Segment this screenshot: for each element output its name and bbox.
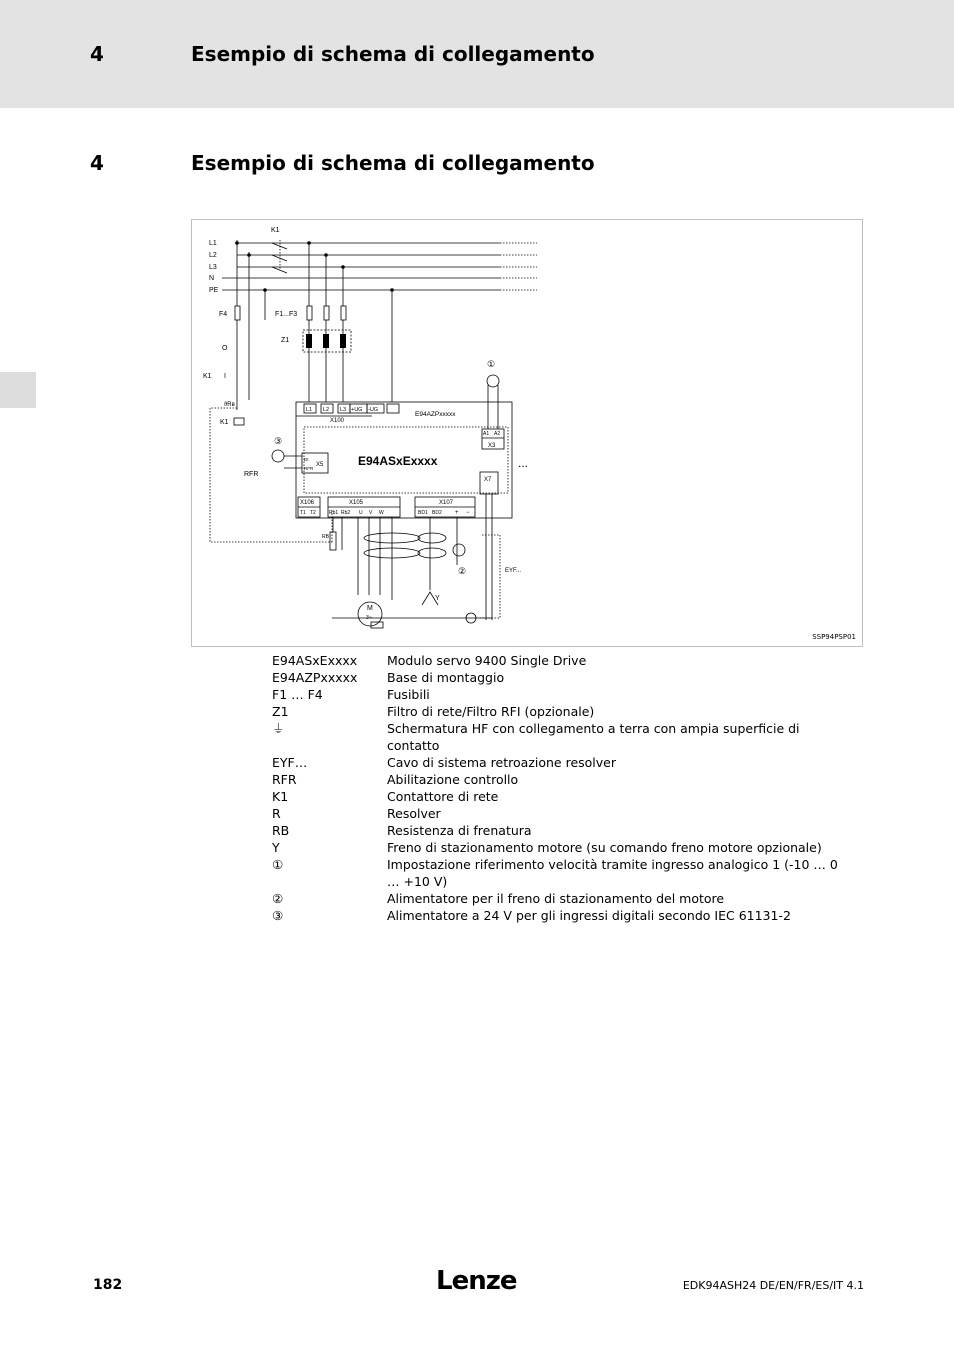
label-l1: L1 xyxy=(209,240,217,247)
legend-row xyxy=(272,754,842,771)
label-k1-a: K1 xyxy=(203,373,212,380)
terminal-a1: A1 xyxy=(483,431,490,437)
terminal-l3: L3 xyxy=(340,407,347,413)
chapter-side-tab xyxy=(0,372,36,408)
section-title: Esempio di schema di collegamento xyxy=(191,151,595,175)
legend-value: Filtro di rete/Filtro RFI (opzionale) xyxy=(387,704,595,719)
legend-value: Alimentatore per il freno di stazionamento del motore xyxy=(387,891,725,906)
legend-key: E94ASxExxxx xyxy=(272,653,358,668)
label-motor-m: M xyxy=(367,605,373,612)
label-k1-top: K1 xyxy=(271,227,280,234)
label-theta-rb: ϑRʙ xyxy=(224,402,235,408)
label-l2: L2 xyxy=(209,252,217,259)
terminal-rb2: Rb2 xyxy=(341,510,351,516)
legend-key: ① xyxy=(272,857,284,872)
label-circ2: ② xyxy=(458,566,467,576)
legend-row xyxy=(272,822,842,839)
legend-row xyxy=(272,788,842,805)
legend-row xyxy=(272,720,842,754)
section-number: 4 xyxy=(90,151,104,175)
legend-row xyxy=(272,771,842,788)
label-o: O xyxy=(222,345,228,352)
label-rb: RB xyxy=(322,534,329,540)
terminal-t1: T1 xyxy=(300,510,306,516)
legend-row xyxy=(272,839,842,856)
legend-value: Modulo servo 9400 Single Drive xyxy=(387,653,587,668)
legend-table xyxy=(272,652,842,924)
terminal-plus: + xyxy=(455,510,459,516)
label-x106: X106 xyxy=(300,500,315,506)
label-rfr: RFR xyxy=(244,471,259,478)
legend-row xyxy=(272,669,842,686)
legend-value: Freno di stazionamento motore (su comando freno motore opzionale) xyxy=(387,840,822,855)
terminal-t2: T2 xyxy=(310,510,316,516)
terminal-u: U xyxy=(359,510,363,516)
legend-key: Z1 xyxy=(272,704,289,719)
legend-value: Contattore di rete xyxy=(387,789,499,804)
legend-key: ③ xyxy=(272,908,284,923)
legend-row xyxy=(272,686,842,703)
lenze-logo: Lenze xyxy=(436,1266,517,1296)
legend-key: RB xyxy=(272,823,290,838)
legend-key: EYF… xyxy=(272,755,308,770)
legend-value: Alimentatore a 24 V per gli ingressi digitali secondo IEC 61131-2 xyxy=(387,908,791,923)
document-reference: EDK94ASH24 DE/EN/FR/ES/IT 4.1 xyxy=(682,1279,864,1292)
legend-key: E94AZPxxxxx xyxy=(272,670,358,685)
figure-code: SSP94PSP01 xyxy=(812,633,856,641)
legend-row xyxy=(272,703,842,720)
label-f1f3: F1...F3 xyxy=(275,311,298,318)
legend-row xyxy=(272,856,842,890)
legend-row xyxy=(272,907,842,924)
legend-row xyxy=(272,652,842,669)
label-l3: L3 xyxy=(209,264,217,271)
legend-key: RFR xyxy=(272,772,297,787)
label-x7: X7 xyxy=(484,477,492,483)
legend-key: Y xyxy=(272,840,280,855)
label-x3: X3 xyxy=(488,443,496,449)
header-chapter-number: 4 xyxy=(90,42,104,66)
label-dots: ... xyxy=(518,456,529,470)
terminal-w: W xyxy=(379,510,384,516)
terminal-minus: − xyxy=(466,510,470,516)
label-f4: F4 xyxy=(219,311,228,318)
terminal-rb1: Rb1 xyxy=(329,510,339,516)
label-drive-name: E94ASxExxxx xyxy=(358,454,438,468)
legend-value: Resistenza di frenatura xyxy=(387,823,532,838)
legend-key: ② xyxy=(272,891,284,906)
terminal-x5-di: DI xyxy=(304,457,309,462)
legend-value: Impostazione riferimento velocità tramite ingresso analogico 1 (-10 … 0 … +10 V) xyxy=(387,857,838,889)
legend-key: F1 … F4 xyxy=(272,687,323,702)
label-x107: X107 xyxy=(439,500,454,506)
label-pe: PE xyxy=(209,287,219,294)
wiring-diagram-svg xyxy=(192,220,862,646)
terminal-ug-plus: +UG xyxy=(351,407,363,413)
shield-ground-icon: ⏚ xyxy=(272,721,285,736)
wiring-diagram xyxy=(191,219,863,647)
terminal-l2: L2 xyxy=(323,407,330,413)
label-circ1: ① xyxy=(487,359,496,369)
label-base-name: E94AZPxxxxx xyxy=(415,411,456,418)
terminal-bd1: BD1 xyxy=(418,510,428,516)
label-i: I xyxy=(224,373,226,380)
label-eyf: EYF... xyxy=(505,568,522,574)
label-k1-b: K1 xyxy=(220,419,229,426)
label-x100: X100 xyxy=(330,418,345,424)
legend-value: Abilitazione controllo xyxy=(387,772,519,787)
legend-row xyxy=(272,805,842,822)
page-number: 182 xyxy=(93,1277,123,1293)
legend-value: Base di montaggio xyxy=(387,670,505,685)
label-x5: X5 xyxy=(316,462,324,468)
label-y: Y xyxy=(435,595,440,602)
label-circ3: ③ xyxy=(274,436,283,446)
legend-value: Cavo di sistema retroazione resolver xyxy=(387,755,616,770)
terminal-a2: A2 xyxy=(494,431,501,437)
legend-value: Fusibili xyxy=(387,687,430,702)
terminal-l1: L1 xyxy=(306,407,313,413)
label-n: N xyxy=(209,275,215,282)
legend-value: Schermatura HF con collegamento a terra con ampia superficie di contatto xyxy=(387,721,800,753)
header-chapter-title: Esempio di schema di collegamento xyxy=(191,42,595,66)
terminal-ug-minus: -UG xyxy=(368,407,379,413)
label-x105: X105 xyxy=(349,500,364,506)
legend-row xyxy=(272,890,842,907)
legend-value: Resolver xyxy=(387,806,441,821)
label-motor-3phase: 3~ xyxy=(366,615,372,621)
legend-key: R xyxy=(272,806,281,821)
legend-key: K1 xyxy=(272,789,289,804)
terminal-v: V xyxy=(369,510,373,516)
terminal-x5-rfr: RFR xyxy=(304,466,314,471)
label-z1: Z1 xyxy=(281,337,290,344)
terminal-bd2: BD2 xyxy=(432,510,442,516)
